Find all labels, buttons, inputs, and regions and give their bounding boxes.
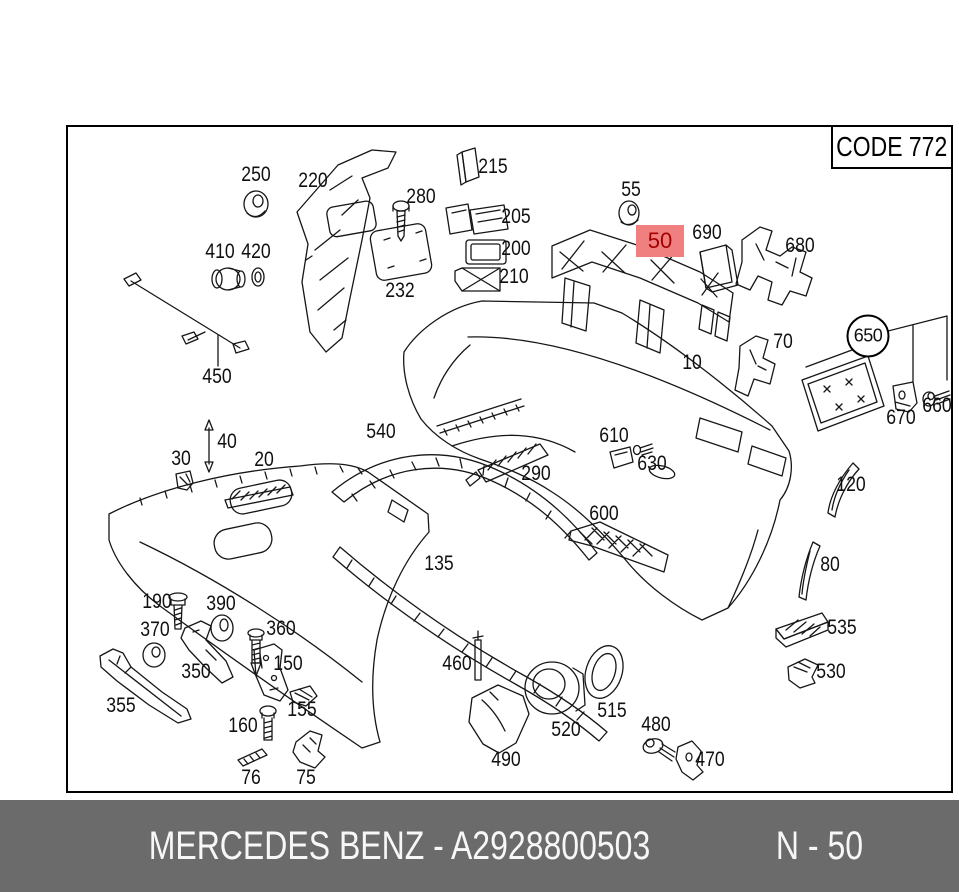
part-label-200[interactable]: 200	[501, 237, 531, 260]
part-label-220[interactable]: 220	[298, 169, 328, 192]
part-600-strip	[569, 522, 668, 572]
part-label-530[interactable]: 530	[816, 660, 846, 683]
part-label-350[interactable]: 350	[181, 660, 211, 683]
part-10-bumper-cover	[404, 301, 792, 620]
part-80-trim-strip	[799, 542, 820, 600]
part-label-55[interactable]: 55	[621, 178, 641, 201]
part-label-205[interactable]: 205	[501, 205, 531, 228]
part-label-10[interactable]: 10	[682, 351, 702, 374]
part-label-460[interactable]: 460	[442, 652, 472, 675]
part-label-120[interactable]: 120	[836, 473, 866, 496]
part-label-70[interactable]: 70	[773, 330, 793, 353]
part-70-bracket	[735, 336, 775, 396]
part-205-bracket	[446, 204, 508, 234]
part-410-sensor	[212, 268, 245, 290]
part-label-490[interactable]: 490	[491, 748, 521, 771]
part-55-nut	[619, 201, 639, 225]
part-label-30[interactable]: 30	[171, 447, 191, 470]
part-label-20[interactable]: 20	[254, 448, 274, 471]
part-label-50-highlight[interactable]: 50	[636, 225, 684, 257]
part-label-610[interactable]: 610	[599, 424, 629, 447]
part-label-160[interactable]: 160	[228, 714, 258, 737]
part-label-40[interactable]: 40	[217, 430, 237, 453]
part-215-clip	[457, 148, 479, 185]
part-label-190[interactable]: 190	[142, 590, 172, 613]
part-label-450[interactable]: 450	[202, 365, 232, 388]
part-label-75[interactable]: 75	[296, 766, 316, 789]
footer-note: N - 50	[775, 823, 863, 868]
part-420-ring	[252, 268, 264, 286]
part-490-bracket	[469, 685, 529, 753]
part-label-515[interactable]: 515	[597, 699, 627, 722]
part-535-bracket	[776, 613, 828, 647]
part-label-410[interactable]: 410	[205, 240, 235, 263]
part-label-290[interactable]: 290	[521, 462, 551, 485]
part-label-660[interactable]: 660	[922, 394, 952, 417]
part-690-pad	[700, 245, 738, 292]
code-label: CODE 772	[836, 131, 948, 162]
footer-part-number: MERCEDES BENZ - A2928800503	[148, 823, 650, 868]
part-610-bracket	[610, 447, 633, 468]
part-label-630[interactable]: 630	[637, 452, 667, 475]
part-515-gasket-ring	[579, 641, 630, 703]
part-540-diffuser-strip	[332, 455, 597, 560]
part-label-420[interactable]: 420	[241, 240, 271, 263]
part-450-wiring-harness	[124, 273, 249, 366]
part-label-650-circle[interactable]: 650	[847, 315, 890, 358]
part-200-module	[466, 240, 506, 264]
part-250-grommet	[244, 191, 268, 217]
part-530-clip	[788, 659, 818, 688]
part-label-670[interactable]: 670	[886, 406, 916, 429]
part-label-150[interactable]: 150	[273, 652, 303, 675]
part-160-screw	[260, 706, 276, 740]
code-box	[831, 125, 953, 169]
footer-bar	[0, 800, 959, 892]
part-label-76[interactable]: 76	[241, 766, 261, 789]
part-390-grommet	[211, 615, 233, 641]
part-label-250[interactable]: 250	[241, 163, 271, 186]
part-label-232[interactable]: 232	[385, 279, 415, 302]
part-370-nut	[143, 643, 165, 667]
part-label-600[interactable]: 600	[589, 502, 619, 525]
part-76-strip	[238, 749, 267, 766]
part-75-bracket	[293, 731, 325, 768]
part-210-bracket	[455, 268, 500, 291]
part-label-540[interactable]: 540	[366, 420, 396, 443]
part-label-210[interactable]: 210	[499, 265, 529, 288]
part-label-155[interactable]: 155	[287, 698, 317, 721]
part-label-520[interactable]: 520	[551, 718, 581, 741]
part-480-screw	[642, 737, 675, 761]
part-label-690[interactable]: 690	[692, 221, 722, 244]
part-520-exhaust-tip	[525, 662, 585, 714]
part-label-135[interactable]: 135	[424, 552, 454, 575]
part-label-535[interactable]: 535	[827, 616, 857, 639]
part-label-390[interactable]: 390	[206, 592, 236, 615]
part-label-680[interactable]: 680	[785, 234, 815, 257]
part-label-280[interactable]: 280	[406, 185, 436, 208]
part-label-360[interactable]: 360	[266, 617, 296, 640]
part-label-370[interactable]: 370	[140, 618, 170, 641]
part-40-arrow	[205, 420, 213, 472]
part-label-355[interactable]: 355	[106, 694, 136, 717]
part-label-470[interactable]: 470	[695, 748, 725, 771]
part-label-480[interactable]: 480	[641, 713, 671, 736]
part-label-80[interactable]: 80	[820, 553, 840, 576]
part-label-215[interactable]: 215	[478, 155, 508, 178]
part-460-pin	[473, 631, 483, 680]
